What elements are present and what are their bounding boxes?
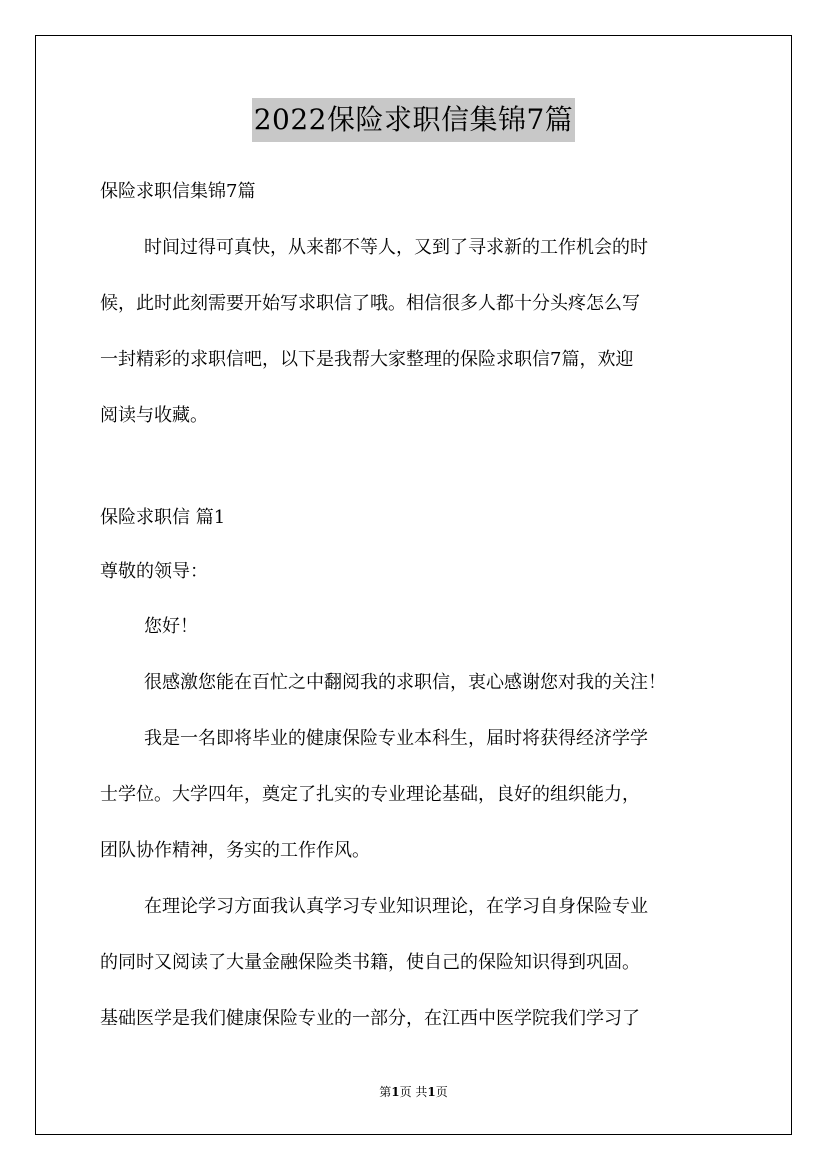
body-line: 士学位。大学四年，奠定了扎实的专业理论基础，良好的组织能力， [100, 784, 640, 805]
body-line: 我是一名即将毕业的健康保险专业本科生，届时将获得经济学学 [144, 728, 648, 749]
body-line: 候，此时此刻需要开始写求职信了哦。相信很多人都十分头疼怎么写 [100, 293, 640, 314]
page-footer [0, 1082, 827, 1102]
body-line: 阅读与收藏。 [100, 405, 208, 426]
document-title: 2022保险求职信集锦7篇 [252, 98, 576, 142]
body-line: 时间过得可真快，从来都不等人，又到了寻求新的工作机会的时 [144, 237, 648, 258]
footer-mid: 页 共 [399, 1085, 428, 1099]
footer-page-number: 1 [391, 1085, 400, 1099]
body-line: 在理论学习方面我认真学习专业知识理论，在学习自身保险专业 [144, 896, 648, 917]
body-line: 很感激您能在百忙之中翻阅我的求职信，衷心感谢您对我的关注！ [144, 672, 666, 693]
body-line: 一封精彩的求职信吧，以下是我帮大家整理的保险求职信7篇，欢迎 [100, 349, 634, 370]
greeting: 您好！ [144, 616, 198, 637]
salutation: 尊敬的领导： [100, 561, 208, 582]
body-line: 基础医学是我们健康保险专业的一部分，在江西中医学院我们学习了 [100, 1008, 640, 1029]
section-heading: 保险求职信 篇1 [100, 507, 226, 528]
footer-total-pages: 1 [427, 1085, 436, 1099]
title-wrap [0, 98, 827, 142]
body-line: 团队协作精神，务实的工作作风。 [100, 840, 370, 861]
footer-suffix: 页 [435, 1085, 448, 1099]
body-line: 保险求职信集锦7篇 [100, 181, 256, 202]
footer-prefix: 第 [379, 1085, 392, 1099]
body-line: 的同时又阅读了大量金融保险类书籍，使自己的保险知识得到巩固。 [100, 952, 640, 973]
